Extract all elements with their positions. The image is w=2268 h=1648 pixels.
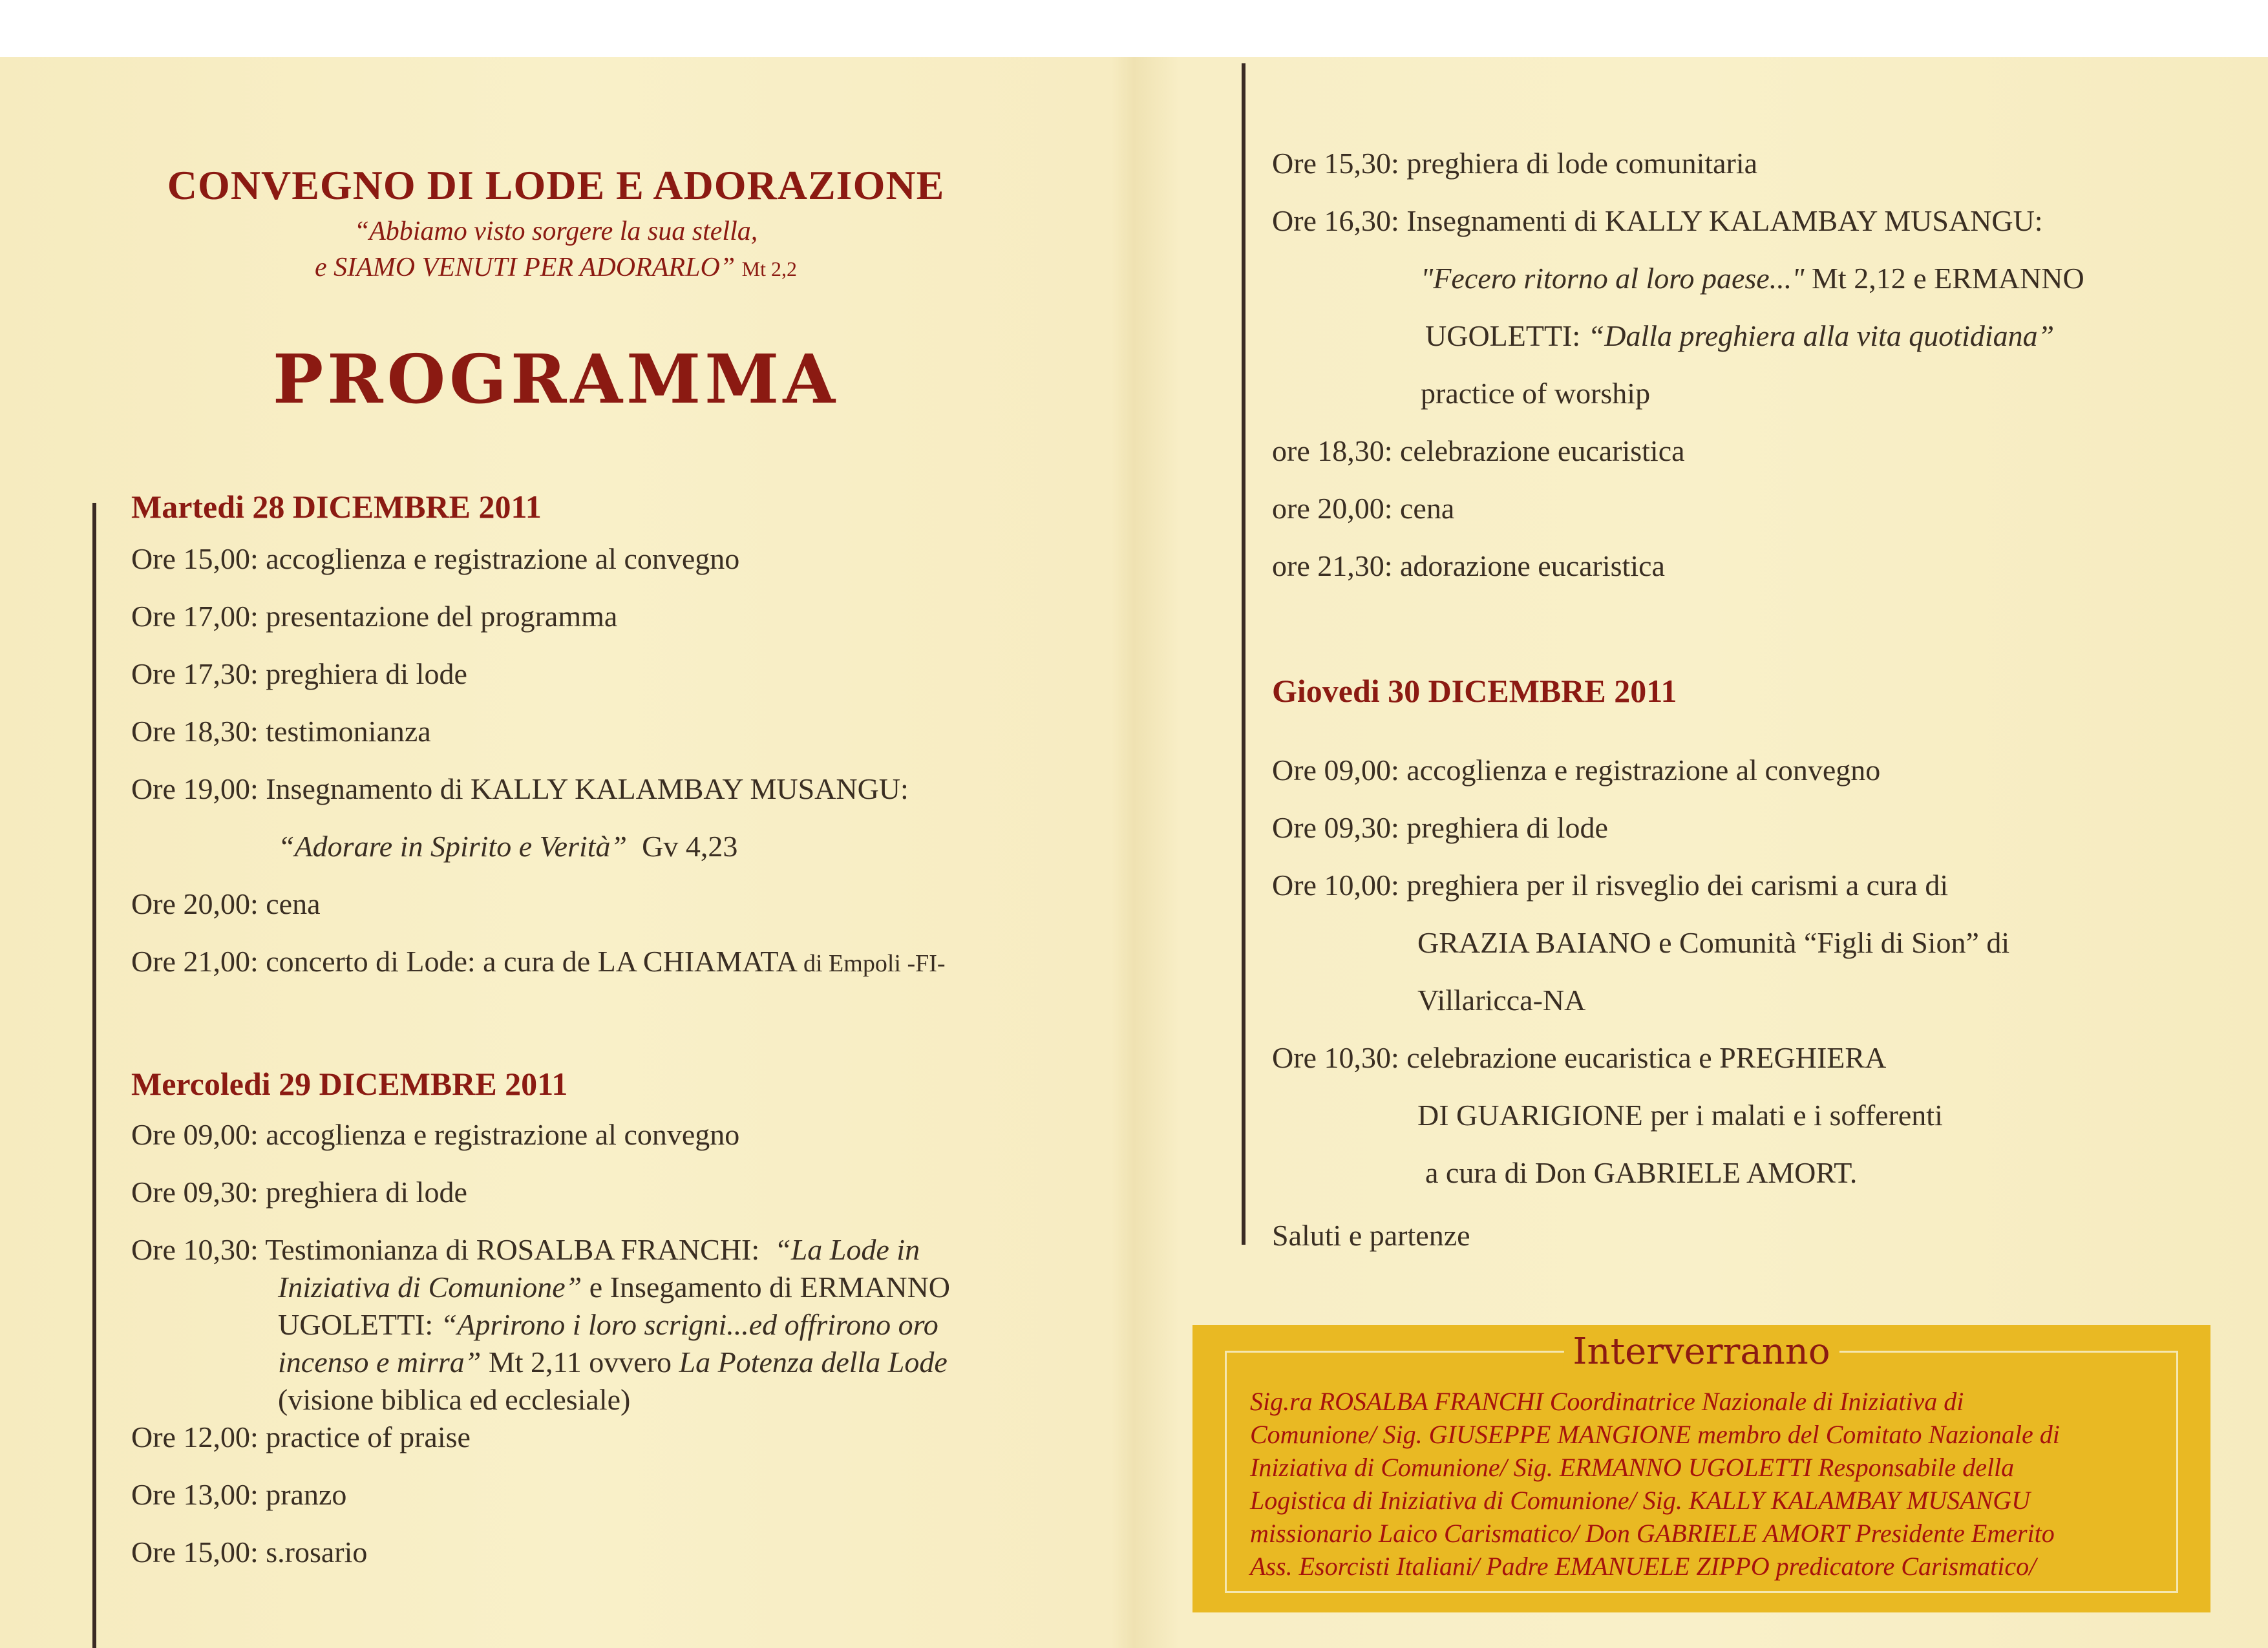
day2-testimony-line: UGOLETTI: “Aprirono i loro scrigni...ed offrirono oro <box>278 1308 938 1341</box>
day2-cont-item: Ore 15,30: preghiera di lode comunitaria <box>1272 147 1758 180</box>
day1-quote-line <box>278 829 737 863</box>
programma-heading: PROGRAMMA <box>272 339 840 419</box>
day3-item: Ore 10,00: preghiera per il risveglio dei carismi a cura di <box>1272 869 1949 902</box>
day2-cont-item: ore 21,30: adorazione eucaristica <box>1272 549 1665 582</box>
day1-item: Ore 17,30: preghiera di lode <box>131 657 467 690</box>
day2-cont-item: Ore 16,30: Insegnamenti di KALLY KALAMBAY MUSANGU: <box>1272 204 2043 237</box>
day2-heading: Mercoledi 29 DICEMBRE 2011 <box>131 1066 568 1102</box>
speakers-list <box>1250 1385 2163 1583</box>
speakers-line: missionario Laico Carismatico/ Don GABRIELE AMORT Presidente Emerito <box>1250 1519 2055 1548</box>
day3-item: GRAZIA BAIANO e Comunità “Figli di Sion” di <box>1417 926 2010 959</box>
speakers-line: Ass. Esorcisti Italiani/ Padre EMANUELE ZIPPO predicatore Carismatico/ <box>1250 1552 2037 1581</box>
day1-item: Ore 18,30: testimonianza <box>131 715 431 748</box>
subtitle-line-1: “Abbiamo visto sorgere la sua stella, <box>354 217 758 246</box>
day3-item: DI GUARIGIONE per i malati e i sofferenti <box>1417 1099 1943 1132</box>
speakers-line: Sig.ra ROSALBA FRANCHI Coordinatrice Nazionale di Iniziativa di <box>1250 1387 1964 1416</box>
speakers-line: Iniziativa di Comunione/ Sig. ERMANNO UGOLETTI Responsabile della <box>1250 1453 2015 1482</box>
speakers-line: Logistica di Iniziativa di Comunione/ Sig. KALLY KALAMBAY MUSANGU <box>1250 1486 2031 1515</box>
day2-testimony-line: incenso e mirra” Mt 2,11 ovvero La Potenza della Lode <box>278 1346 948 1379</box>
day2-cont-item: ore 18,30: celebrazione eucaristica <box>1272 434 1685 467</box>
day1-item: Ore 19,00: Insegnamento di KALLY KALAMBAY MUSANGU: <box>131 772 909 805</box>
day3-item: Villaricca-NA <box>1417 984 1586 1017</box>
convention-title: CONVEGNO DI LODE E ADORAZIONE <box>167 162 945 208</box>
convention-subtitle <box>132 213 979 287</box>
day1-heading: Martedi 28 DICEMBRE 2011 <box>131 489 542 525</box>
day3-item: Ore 10,30: celebrazione eucaristica e PREGHIERA <box>1272 1041 1887 1074</box>
day2-item: Ore 15,00: s.rosario <box>131 1536 368 1569</box>
day1-item: Ore 17,00: presentazione del programma <box>131 600 618 633</box>
day1-concert: Ore 21,00: concerto di Lode: a cura de LA CHIAMATA di Empoli -FI- <box>131 945 946 978</box>
day2-testimony-line: (visione biblica ed ecclesiale) <box>278 1383 631 1416</box>
day2-item: Ore 13,00: pranzo <box>131 1478 347 1511</box>
day2-testimony-line: Iniziativa di Comunione” e Insegamento di ERMANNO <box>278 1271 951 1304</box>
day2-cont-item: UGOLETTI: “Dalla preghiera alla vita quotidiana” <box>1425 319 2055 352</box>
day3-item: Ore 09,00: accoglienza e registrazione al convegno <box>1272 754 1881 787</box>
subtitle-line-2: e SIAMO VENUTI PER ADORARLO” Mt 2,2 <box>315 253 797 282</box>
day2-item: Ore 09,00: accoglienza e registrazione al convegno <box>131 1118 740 1151</box>
day2-item: Ore 09,30: preghiera di lode <box>131 1176 467 1209</box>
day1-concert-location: di Empoli -FI- <box>803 950 946 977</box>
day2-item: Ore 12,00: practice of praise <box>131 1421 471 1453</box>
speakers-box <box>1192 1325 2210 1612</box>
speakers-box-title: Interverranno <box>1563 1331 1839 1373</box>
day3-heading: Giovedi 30 DICEMBRE 2011 <box>1272 673 1677 709</box>
day1-quote: “Adorare in Spirito e Verità” <box>278 830 628 863</box>
speakers-line: Comunione/ Sig. GIUSEPPE MANGIONE membro del Comitato Nazionale di <box>1250 1420 2060 1449</box>
day3-item: Saluti e partenze <box>1272 1219 1470 1252</box>
left-divider-rule <box>92 503 96 1648</box>
speakers-box-frame <box>1225 1331 2178 1593</box>
day1-item: Ore 20,00: cena <box>131 887 321 920</box>
day2-cont-item: "Fecero ritorno al loro paese..." Mt 2,12 e ERMANNO <box>1421 262 2084 295</box>
day2-cont-item: ore 20,00: cena <box>1272 492 1455 525</box>
right-divider-rule <box>1242 63 1245 1245</box>
day1-item: Ore 15,00: accoglienza e registrazione al convegno <box>131 542 740 575</box>
day3-item: Ore 09,30: preghiera di lode <box>1272 811 1608 844</box>
day2-cont-item: practice of worship <box>1421 377 1651 410</box>
day3-item: a cura di Don GABRIELE AMORT. <box>1425 1156 1858 1189</box>
day2-testimony-line: Ore 10,30: Testimonianza di ROSALBA FRANCHI: “La Lode in <box>131 1233 920 1266</box>
subtitle-reference: Mt 2,2 <box>741 257 797 280</box>
day1-quote-ref: Gv 4,23 <box>642 830 738 863</box>
